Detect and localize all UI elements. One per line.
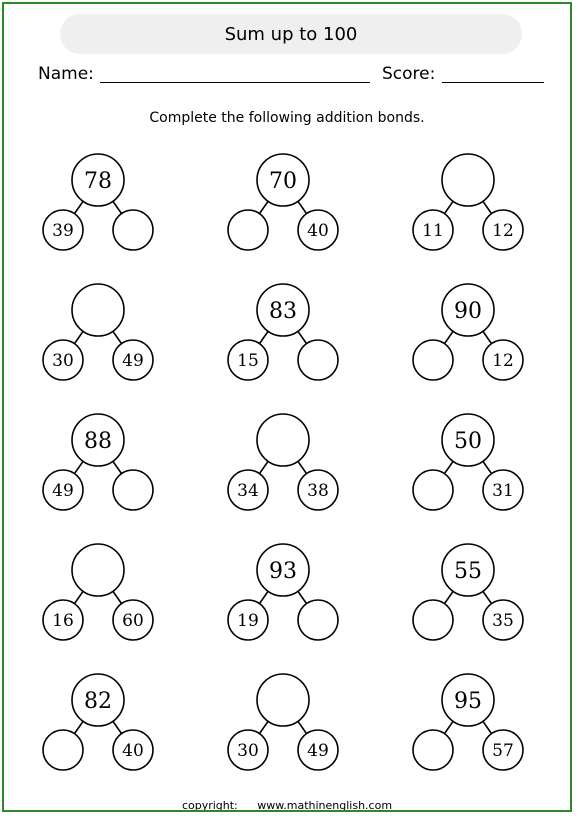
bond-total-value: 50 (454, 428, 482, 454)
bond-connector-right (298, 461, 307, 473)
bond-total-circle[interactable] (442, 154, 494, 206)
bond-connector-left (444, 461, 453, 473)
bond-left-part-value: 16 (52, 611, 74, 632)
bond-total-value: 93 (269, 558, 297, 584)
bond-connector-left (74, 591, 83, 603)
bond-connector-left (74, 721, 83, 733)
bond-connector-left (74, 201, 83, 213)
title-text: Sum up to 100 (224, 23, 358, 45)
bond-left-part-circle[interactable] (228, 210, 268, 250)
bond-total-value: 95 (454, 688, 482, 714)
number-bond (413, 674, 523, 770)
number-bond (43, 674, 153, 770)
bond-right-part-value: 49 (307, 741, 329, 762)
bond-total-value: 90 (454, 298, 482, 324)
bond-left-part-circle[interactable] (413, 730, 453, 770)
bond-right-part-value: 60 (122, 611, 144, 632)
bond-left-part-value: 39 (52, 221, 74, 242)
bond-connector-right (298, 721, 307, 733)
bond-right-part-value: 40 (122, 741, 144, 762)
bond-connector-left (444, 331, 453, 343)
number-bond (228, 414, 338, 510)
bond-total-circle[interactable] (72, 544, 124, 596)
bond-right-part-circle[interactable] (298, 340, 338, 380)
number-bond (43, 414, 153, 510)
bond-total-value: 83 (269, 298, 297, 324)
bond-connector-left (259, 201, 268, 213)
bond-right-part-value: 12 (492, 351, 514, 372)
bond-left-part-value: 34 (237, 481, 259, 502)
bond-connector-left (259, 461, 268, 473)
number-bond (413, 414, 523, 510)
bond-connector-left (74, 331, 83, 343)
number-bond (228, 284, 338, 380)
bond-total-value: 55 (454, 558, 482, 584)
bond-connector-right (483, 331, 492, 343)
bond-connector-right (483, 461, 492, 473)
bond-left-part-value: 49 (52, 481, 74, 502)
bond-connector-right (483, 201, 492, 213)
bond-connector-left (259, 591, 268, 603)
bond-left-part-circle[interactable] (413, 470, 453, 510)
bond-total-circle[interactable] (72, 284, 124, 336)
bond-connector-left (444, 721, 453, 733)
number-bond (228, 544, 338, 640)
website-link[interactable]: www.mathinenglish.com (257, 799, 393, 812)
score-label: Score: (382, 64, 436, 84)
number-bond (43, 154, 153, 250)
bond-connector-left (444, 201, 453, 213)
bond-right-part-value: 49 (122, 351, 144, 372)
bond-connector-right (113, 461, 122, 473)
bond-connector-right (113, 591, 122, 603)
bond-connector-right (483, 721, 492, 733)
bond-connector-right (113, 331, 122, 343)
name-label: Name: (38, 64, 94, 84)
bond-left-part-circle[interactable] (413, 340, 453, 380)
bond-left-part-circle[interactable] (43, 730, 83, 770)
bond-right-part-circle[interactable] (113, 210, 153, 250)
bond-connector-right (483, 591, 492, 603)
bond-total-circle[interactable] (257, 674, 309, 726)
bond-right-part-value: 35 (492, 611, 514, 632)
bond-total-value: 82 (84, 688, 112, 714)
number-bond (413, 544, 523, 640)
bond-left-part-value: 11 (422, 221, 444, 242)
footer (4, 799, 570, 812)
bond-total-value: 78 (84, 168, 112, 194)
bond-connector-left (444, 591, 453, 603)
bond-connector-right (298, 591, 307, 603)
copyright-label: copyright: (181, 799, 238, 812)
number-bond (228, 154, 338, 250)
bond-connector-left (259, 331, 268, 343)
number-bond (43, 544, 153, 640)
bond-right-part-circle[interactable] (298, 600, 338, 640)
bond-left-part-value: 19 (237, 611, 259, 632)
bond-left-part-circle[interactable] (413, 600, 453, 640)
bond-connector-right (113, 721, 122, 733)
bond-connector-right (298, 201, 307, 213)
bond-connector-right (113, 201, 122, 213)
bond-total-value: 70 (269, 168, 297, 194)
bond-right-part-value: 12 (492, 221, 514, 242)
number-bond (228, 674, 338, 770)
bond-right-part-value: 40 (307, 221, 329, 242)
bond-right-part-circle[interactable] (113, 470, 153, 510)
bond-total-circle[interactable] (257, 414, 309, 466)
bond-connector-left (74, 461, 83, 473)
number-bonds-grid (4, 4, 570, 810)
number-bond (413, 284, 523, 380)
bond-connector-left (259, 721, 268, 733)
number-bond (413, 154, 523, 250)
bond-left-part-value: 30 (237, 741, 259, 762)
bond-connector-right (298, 331, 307, 343)
bond-left-part-value: 15 (237, 351, 259, 372)
worksheet-page (2, 2, 572, 812)
number-bond (43, 284, 153, 380)
instructions: Complete the following addition bonds. (149, 110, 425, 126)
bond-left-part-value: 30 (52, 351, 74, 372)
bond-right-part-value: 38 (307, 481, 329, 502)
bond-right-part-value: 57 (492, 741, 514, 762)
bond-right-part-value: 31 (492, 481, 514, 502)
bond-total-value: 88 (84, 428, 112, 454)
